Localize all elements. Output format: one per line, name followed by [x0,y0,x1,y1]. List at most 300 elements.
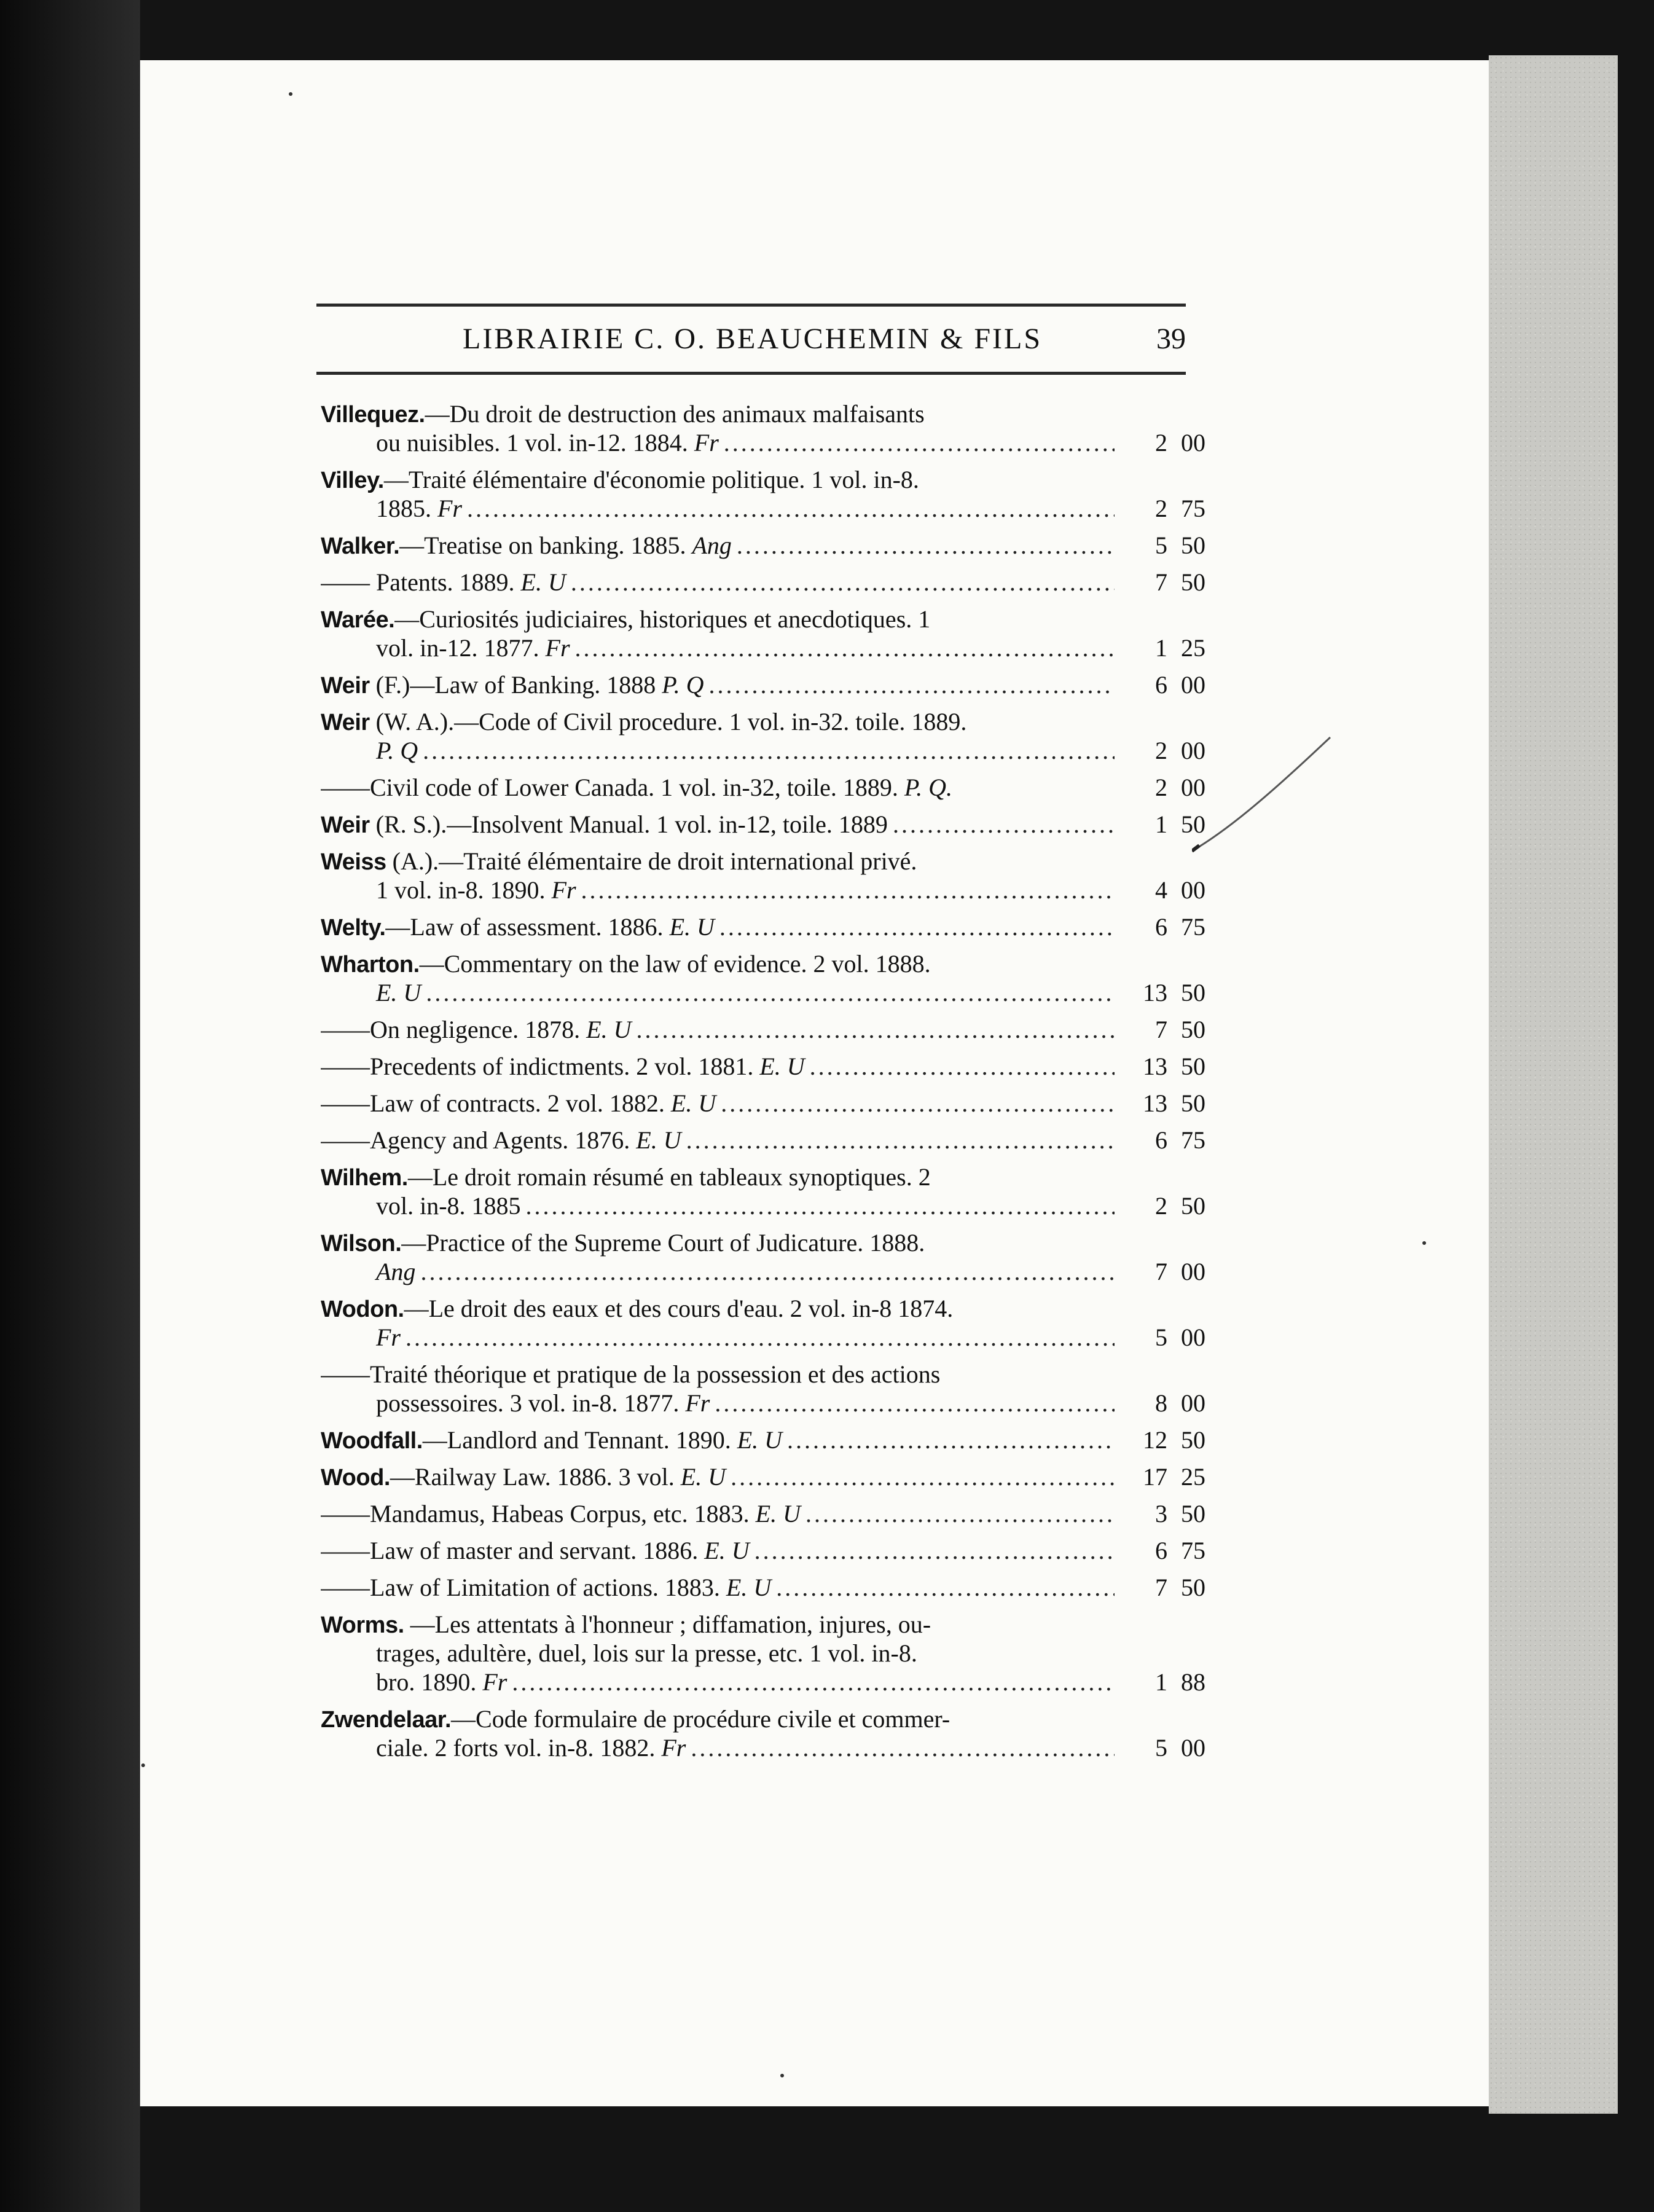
entry-line [321,1668,1205,1696]
entry-line [321,949,1205,978]
scan-speck [289,92,292,96]
dot-leader [719,912,1115,941]
entry-text: —Curiosités judiciaires, historiques et anecdotiques. 1 [394,605,931,633]
dot-leader [691,1733,1115,1762]
dot-leader [805,1499,1115,1528]
entry-text: 1885. [376,495,437,522]
catalog-entry [321,1015,1205,1044]
price-cents: 88 [1181,1668,1205,1696]
catalog-entries [321,399,1205,1770]
price-cents: 75 [1181,495,1205,522]
catalog-entry [321,1163,1205,1220]
entry-text: —Le droit des eaux et des cours d'eau. 2 vol. in-8 1874. [404,1295,954,1322]
catalog-entry [321,605,1205,662]
dot-leader [571,568,1115,597]
price-dollars: 13 [1143,1053,1167,1080]
entry-text: —Treatise on banking. 1885. [399,531,692,559]
price [1119,1668,1205,1696]
price-dollars: 2 [1155,1192,1167,1220]
catalog-entry [321,531,1205,560]
price-dollars: 7 [1155,1258,1167,1285]
entry-text: —Landlord and Tennant. 1890. [422,1426,737,1454]
catalog-entry [321,465,1205,523]
author-name: Weir [321,710,370,735]
entry-text-group [321,465,919,494]
entry-text: Law of contracts. 2 vol. 1882. [370,1089,671,1117]
price-cents: 50 [1181,1016,1205,1043]
ditto-dash: —— [321,1574,370,1601]
price [1119,876,1205,904]
catalog-entry [321,1462,1205,1491]
entry-text: (R. S.).—Insolvent Manual. 1 vol. in-12, toile. 1889 [369,810,888,838]
entry-text: vol. in-8. 1885 [376,1192,521,1220]
dot-leader [581,876,1115,904]
price [1119,1257,1205,1286]
price-dollars: 2 [1155,429,1167,457]
price [1119,568,1205,597]
price-cents: 50 [1181,531,1205,559]
price-cents: 00 [1181,876,1205,904]
price-cents: 50 [1181,1089,1205,1117]
entry-text: possessoires. 3 vol. in-8. 1877. [376,1389,686,1417]
scan-left-border [0,0,140,2212]
entry-line [321,1704,1205,1733]
dot-leader [776,1573,1115,1602]
entry-text: Civil code of Lower Canada. 1 vol. in-32, toile. 1889. [370,774,904,801]
price [1119,1052,1205,1081]
entry-text: —Du droit de destruction des animaux malfaisants [425,400,925,428]
entry-text-group [376,633,570,662]
ditto-dash: —— [321,1016,370,1043]
origin-code: P. Q [376,737,418,764]
author-name: Wodon. [321,1296,404,1322]
entry-text-group [321,949,931,978]
entry-line [321,1163,1205,1191]
price [1119,912,1205,941]
catalog-entry [321,399,1205,457]
price [1119,1733,1205,1762]
origin-code: E. U [759,1053,805,1080]
dot-leader [420,1257,1115,1286]
dot-leader [575,633,1115,662]
ditto-dash: —— [321,1537,370,1564]
dot-leader [737,531,1115,560]
price-cents: 50 [1181,568,1205,596]
scan-speck [141,1763,145,1767]
catalog-entry [321,1052,1205,1081]
price-dollars: 6 [1155,913,1167,941]
entry-text-group [376,1257,415,1286]
catalog-entry [321,707,1205,765]
catalog-entry [321,1536,1205,1565]
entry-text-group [321,1163,931,1191]
price [1119,494,1205,523]
price-cents: 50 [1181,1500,1205,1528]
dot-leader [810,1052,1115,1081]
price-dollars: 5 [1155,531,1167,559]
author-name: Welty. [321,915,386,941]
origin-code: E. U [586,1016,632,1043]
catalog-entry [321,1294,1205,1352]
entry-text-group [321,1536,750,1565]
entry-line [321,1536,1205,1565]
entry-line [321,1389,1205,1418]
entry-line [321,847,1205,876]
entry-text-group [321,1294,953,1323]
price-dollars: 13 [1143,979,1167,1006]
entry-text: Law of master and servant. 1886. [370,1537,705,1564]
price-cents: 00 [1181,1734,1205,1762]
entry-line [321,1257,1205,1286]
entry-text: —Les attentats à l'honneur ; diffamation, injures, ou- [404,1610,931,1638]
entry-text: Agency and Agents. 1876. [370,1126,637,1154]
ditto-dash: —— [321,1500,370,1528]
dot-leader [526,1191,1115,1220]
catalog-entry [321,810,1205,839]
price-dollars: 12 [1143,1426,1167,1454]
origin-code: Ang [692,531,732,559]
dot-leader [686,1126,1115,1155]
ditto-dash: —— [321,1053,370,1080]
catalog-entry [321,1573,1205,1602]
price-cents: 00 [1181,1258,1205,1285]
dot-leader [724,428,1115,457]
catalog-entry [321,670,1205,699]
catalog-entry [321,1704,1205,1762]
catalog-entry [321,1360,1205,1418]
price-dollars: 5 [1155,1734,1167,1762]
catalog-entry [321,847,1205,904]
author-name: Weiss [321,849,386,875]
entry-line [321,978,1205,1007]
entry-line [321,1191,1205,1220]
entry-text: —Le droit romain résumé en tableaux synoptiques. 2 [407,1163,931,1191]
price [1119,670,1205,699]
price [1119,1536,1205,1565]
entry-text: Mandamus, Habeas Corpus, etc. 1883. [370,1500,756,1528]
entry-text-group [321,847,917,876]
origin-code: E. U [704,1537,750,1564]
author-name: Zwendelaar. [321,1707,452,1733]
entry-text-group [321,1426,782,1454]
origin-code: E. U [726,1574,772,1601]
entry-line [321,876,1205,904]
entry-text: ciale. 2 forts vol. in-8. 1882. [376,1734,662,1762]
price-dollars: 2 [1155,495,1167,522]
entry-text: Patents. 1889. [370,568,521,596]
entry-line [321,494,1205,523]
origin-code: E. U [755,1500,801,1528]
price-dollars: 1 [1155,810,1167,838]
origin-code: P. Q [662,671,704,699]
price-cents: 50 [1181,1426,1205,1454]
entry-line [321,633,1205,662]
price-dollars: 6 [1155,1126,1167,1154]
catalog-entry [321,568,1205,597]
price [1119,1323,1205,1352]
ditto-dash: —— [321,1126,370,1154]
price-dollars: 1 [1155,634,1167,662]
entry-text-group [376,1323,401,1352]
catalog-entry [321,949,1205,1007]
header-title: LIBRAIRIE C. O. BEAUCHEMIN & FILS [463,323,1043,355]
price [1119,1573,1205,1602]
price-cents: 75 [1181,1537,1205,1564]
catalog-entry [321,1610,1205,1696]
dot-leader [708,670,1115,699]
entry-text: Law of Limitation of actions. 1883. [370,1574,726,1601]
price-cents: 00 [1181,1324,1205,1351]
entry-text-group [321,1089,716,1118]
entry-text-group [321,810,888,839]
origin-code: E. U [669,913,715,941]
origin-code: E. U [376,979,421,1006]
origin-code: Fr [551,876,576,904]
entry-text: trages, adultère, duel, lois sur la presse, etc. 1 vol. in-8. [376,1639,917,1667]
price-dollars: 5 [1155,1324,1167,1351]
origin-code: Fr [376,1324,401,1351]
header-rule-bottom [316,372,1186,375]
price-dollars: 3 [1155,1500,1167,1528]
price [1119,1191,1205,1220]
author-name: Weir [321,673,370,699]
price-dollars: 6 [1155,671,1167,699]
entry-text: (F.)—Law of Banking. 1888 [369,671,662,699]
price [1119,1499,1205,1528]
entry-text-group [321,707,966,736]
dot-leader [467,494,1115,523]
entry-text-group [376,876,576,904]
entry-text: —Traité élémentaire d'économie politique. 1 vol. in-8. [383,466,919,493]
catalog-entry [321,1426,1205,1454]
page-number: 39 [1156,323,1186,355]
entry-text: (W. A.).—Code of Civil procedure. 1 vol. in-32. toile. 1889. [369,708,967,735]
price-dollars: 6 [1155,1537,1167,1564]
entry-line [321,399,1205,428]
pencil-mark [1192,725,1339,860]
entry-text: vol. in-12. 1877. [376,634,546,662]
entry-text-group [376,1733,686,1762]
price-dollars: 8 [1155,1389,1167,1417]
header-rule-top [316,304,1186,307]
entry-text-group [321,1610,931,1639]
entry-text: 1 vol. in-8. 1890. [376,876,552,904]
entry-text-group [376,1389,710,1418]
origin-code: E. U [520,568,566,596]
catalog-entry [321,773,1205,802]
entry-text-group [321,399,925,428]
price-dollars: 2 [1155,774,1167,801]
origin-code: Fr [661,1734,686,1762]
price-cents: 50 [1181,1053,1205,1080]
dot-leader [893,810,1115,839]
author-name: Warée. [321,607,395,633]
scan-speck [780,2074,784,2077]
entry-text-group [321,605,930,633]
entry-line [321,1426,1205,1454]
entry-text-group [321,670,704,699]
entry-line [321,1089,1205,1118]
price-dollars: 2 [1155,737,1167,764]
dot-leader [636,1015,1115,1044]
scan-speck [1422,1241,1426,1245]
price-dollars: 7 [1155,1574,1167,1601]
entry-text-group [321,1704,950,1733]
dot-leader [423,736,1115,765]
entry-line [321,773,1205,802]
entry-text-group [321,773,952,802]
entry-text-group [321,1360,940,1389]
entry-line [321,810,1205,839]
entry-line [321,1573,1205,1602]
entry-text-group [321,568,566,597]
price-cents: 50 [1181,979,1205,1006]
price-cents: 75 [1181,913,1205,941]
entry-text-group [321,1462,726,1491]
entry-line [321,1323,1205,1352]
catalog-entry [321,1499,1205,1528]
entry-line [321,1015,1205,1044]
origin-code: E. U [680,1463,726,1491]
entry-text-group [376,1668,507,1696]
entry-line [321,465,1205,494]
price [1119,633,1205,662]
price-cents: 00 [1181,737,1205,764]
dot-leader [787,1426,1115,1454]
entry-text-group [376,1191,521,1220]
entry-text: —Practice of the Supreme Court of Judicature. 1888. [401,1229,925,1257]
price-cents: 25 [1181,1463,1205,1491]
entry-line [321,531,1205,560]
entry-text-group [321,1499,801,1528]
dot-leader [426,978,1115,1007]
entry-text: (A.).—Traité élémentaire de droit international privé. [386,847,917,875]
entry-line [321,1360,1205,1389]
entry-text-group [376,1639,917,1668]
author-name: Wilson. [321,1231,402,1257]
entry-line [321,707,1205,736]
author-name: Wharton. [321,952,420,978]
price-dollars: 17 [1143,1463,1167,1491]
ditto-dash: —— [321,568,370,596]
entry-text: On negligence. 1878. [370,1016,587,1043]
entry-text-group [376,978,421,1007]
origin-code: E. U [636,1126,681,1154]
entry-line [321,1499,1205,1528]
page-edge [1489,55,1618,2114]
origin-code: Fr [482,1668,508,1696]
entry-line [321,1294,1205,1323]
origin-code: Fr [685,1389,710,1417]
price-cents: 00 [1181,1389,1205,1417]
price [1119,1426,1205,1454]
entry-text: —Code formulaire de procédure civile et commer- [451,1705,950,1733]
entry-text-group [321,1228,925,1257]
entry-text-group [376,428,719,457]
ditto-dash: —— [321,1360,370,1388]
author-name: Worms. [321,1612,404,1638]
price-cents: 75 [1181,1126,1205,1154]
entry-text-group [321,912,715,941]
entry-line [321,605,1205,633]
author-name: Woodfall. [321,1428,423,1454]
catalog-entry [321,1228,1205,1286]
entry-text-group [321,1573,771,1602]
catalog-entry [321,1126,1205,1155]
dot-leader [715,1389,1115,1418]
entry-line [321,1228,1205,1257]
author-name: Villequez. [321,402,425,428]
entry-line [321,428,1205,457]
price-cents: 50 [1181,1192,1205,1220]
author-name: Wilhem. [321,1165,408,1191]
entry-text: —Railway Law. 1886. 3 vol. [390,1463,681,1491]
origin-code: Fr [694,429,719,457]
entry-line [321,568,1205,597]
price-dollars: 1 [1155,1668,1167,1696]
dot-leader [754,1536,1115,1565]
entry-line [321,1610,1205,1639]
entry-line [321,1126,1205,1155]
entry-text-group [321,1015,631,1044]
entry-text: Traité théorique et pratique de la possession et des actions [370,1360,941,1388]
entry-text: bro. 1890. [376,1668,483,1696]
entry-text: —Commentary on the law of evidence. 2 vol. 1888. [419,950,931,978]
price [1119,1015,1205,1044]
price-cents: 25 [1181,634,1205,662]
dot-leader [721,1089,1115,1118]
author-name: Weir [321,812,370,838]
price-dollars: 7 [1155,568,1167,596]
price-dollars: 13 [1143,1089,1167,1117]
price [1119,1089,1205,1118]
dot-leader [512,1668,1115,1696]
price [1119,428,1205,457]
ditto-dash: —— [321,1089,370,1117]
entry-line [321,1052,1205,1081]
entry-text: ou nuisibles. 1 vol. in-12. 1884. [376,429,694,457]
entry-line [321,670,1205,699]
origin-code: P. Q. [904,774,952,801]
entry-line [321,736,1205,765]
entry-line [321,1639,1205,1668]
price-cents: 50 [1181,1574,1205,1601]
entry-line [321,1733,1205,1762]
entry-text-group [321,531,732,560]
catalog-entry [321,1089,1205,1118]
price-dollars: 4 [1155,876,1167,904]
price-dollars: 7 [1155,1016,1167,1043]
entry-text: Precedents of indictments. 2 vol. 1881. [370,1053,760,1080]
catalog-entry [321,912,1205,941]
entry-text-group [321,1052,805,1081]
origin-code: Fr [545,634,570,662]
running-header [316,320,1186,363]
entry-text: —Law of assessment. 1886. [385,913,670,941]
price-cents: 50 [1181,810,1205,838]
origin-code: Ang [376,1258,416,1285]
price [1119,1126,1205,1155]
price [1119,978,1205,1007]
author-name: Walker. [321,533,400,559]
dot-leader [406,1323,1115,1352]
author-name: Villey. [321,468,384,493]
dot-leader [731,1462,1115,1491]
origin-code: E. U [737,1426,783,1454]
price-cents: 00 [1181,774,1205,801]
entry-text-group [376,494,462,523]
price-cents: 00 [1181,671,1205,699]
